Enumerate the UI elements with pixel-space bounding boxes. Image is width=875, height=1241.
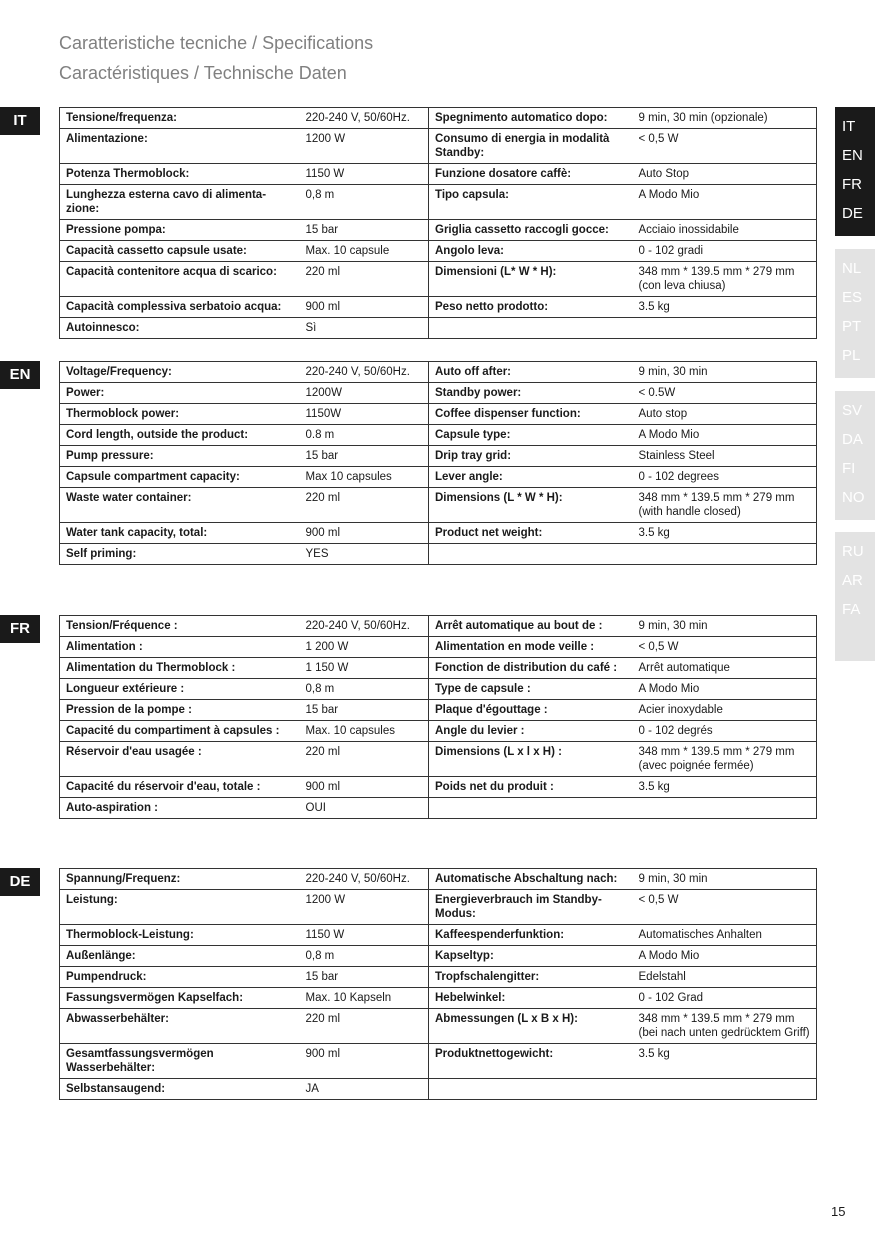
spec-label: Peso netto prodotto: [429, 297, 633, 318]
spec-value: 3.5 kg [633, 777, 817, 798]
spec-label: Pression de la pompe : [60, 700, 300, 721]
lang-tag-it: IT [0, 107, 40, 135]
table-row [60, 241, 817, 262]
lang-tag-de: DE [0, 868, 40, 896]
spec-label: Capacità cassetto capsule usate: [60, 241, 300, 262]
spec-table-en [59, 361, 817, 565]
spec-label: Pump pressure: [60, 446, 300, 467]
side-nav-item-da[interactable]: DA [842, 431, 863, 448]
spec-label: Alimentation en mode veille : [429, 637, 633, 658]
side-nav-item-es[interactable]: ES [842, 289, 863, 306]
spec-label: Longueur extérieure : [60, 679, 300, 700]
table-row [60, 946, 817, 967]
spec-value: 1150 W [300, 925, 429, 946]
lang-tag-fr: FR [0, 615, 40, 643]
spec-value: 9 min, 30 min [633, 362, 817, 383]
spec-label: Tensione/frequenza: [60, 108, 300, 129]
table-row [60, 523, 817, 544]
spec-label: Standby power: [429, 383, 633, 404]
spec-value: 0 - 102 gradi [633, 241, 817, 262]
spec-value: Automatisches Anhalten [633, 925, 817, 946]
spec-label: Spegnimento automatico dopo: [429, 108, 633, 129]
spec-value: Auto stop [633, 404, 817, 425]
spec-value: 0 - 102 Grad [633, 988, 817, 1009]
spec-label: Capacité du réservoir d'eau, totale : [60, 777, 300, 798]
spec-value: Max. 10 capsule [300, 241, 429, 262]
spec-label: Fonction de distribution du café : [429, 658, 633, 679]
spec-label: Poids net du produit : [429, 777, 633, 798]
spec-value: A Modo Mio [633, 425, 817, 446]
spec-label: Gesamtfassungsvermögen Wasserbehälter: [60, 1044, 300, 1079]
spec-label: Potenza Thermoblock: [60, 164, 300, 185]
spec-label: Produktnettogewicht: [429, 1044, 633, 1079]
spec-label: Automatische Abschaltung nach: [429, 869, 633, 890]
spec-label: Dimensions (L * W * H): [429, 488, 633, 523]
spec-label: Leistung: [60, 890, 300, 925]
table-row [60, 262, 817, 297]
side-nav-item-ar[interactable]: AR [842, 572, 863, 589]
table-row [60, 890, 817, 925]
spec-label: Pumpendruck: [60, 967, 300, 988]
table-row [60, 679, 817, 700]
spec-label: Power: [60, 383, 300, 404]
table-row [60, 658, 817, 679]
spec-value: 9 min, 30 min [633, 869, 817, 890]
side-nav-item-fi[interactable]: FI [842, 460, 856, 477]
spec-label [429, 318, 633, 339]
spec-value [633, 544, 817, 565]
spec-label: Drip tray grid: [429, 446, 633, 467]
spec-table-it [59, 107, 817, 339]
spec-value: 348 mm * 139.5 mm * 279 mm (with handle closed) [633, 488, 817, 523]
spec-table-fr [59, 615, 817, 819]
table-row [60, 742, 817, 777]
table-row [60, 164, 817, 185]
spec-label: Arrêt automatique au bout de : [429, 616, 633, 637]
spec-value: Acciaio inossidabile [633, 220, 817, 241]
table-row [60, 637, 817, 658]
spec-value [633, 1079, 817, 1100]
spec-value: 15 bar [300, 446, 429, 467]
spec-value: 348 mm * 139.5 mm * 279 mm (con leva chiusa) [633, 262, 817, 297]
table-row [60, 967, 817, 988]
spec-value: 3.5 kg [633, 1044, 817, 1079]
spec-label: Capacité du compartiment à capsules : [60, 721, 300, 742]
spec-label: Angle du levier : [429, 721, 633, 742]
spec-value: 1200 W [300, 129, 429, 164]
spec-label: Lunghezza esterna cavo di alimenta-zione: [60, 185, 300, 220]
spec-value: Auto Stop [633, 164, 817, 185]
side-nav-group-1 [835, 107, 875, 236]
spec-label: Alimentation du Thermoblock : [60, 658, 300, 679]
spec-label: Abwasserbehälter: [60, 1009, 300, 1044]
spec-value: 900 ml [300, 1044, 429, 1079]
spec-label: Capsule type: [429, 425, 633, 446]
side-nav-item-no[interactable]: NO [842, 489, 865, 506]
side-nav-group-3 [835, 391, 875, 520]
table-row [60, 362, 817, 383]
spec-label: Cord length, outside the product: [60, 425, 300, 446]
spec-label: Water tank capacity, total: [60, 523, 300, 544]
spec-value: 15 bar [300, 700, 429, 721]
spec-label: Plaque d'égouttage : [429, 700, 633, 721]
side-nav-item-nl[interactable]: NL [842, 260, 862, 277]
table-row [60, 467, 817, 488]
side-nav-item-pl[interactable]: PL [842, 347, 861, 364]
spec-value: 900 ml [300, 777, 429, 798]
lang-tag-en: EN [0, 361, 40, 389]
spec-value [633, 318, 817, 339]
spec-value: 1200W [300, 383, 429, 404]
spec-value: 1150 W [300, 164, 429, 185]
side-nav-group-4 [835, 532, 875, 661]
table-row [60, 616, 817, 637]
table-row [60, 988, 817, 1009]
spec-label: Fassungsvermögen Kapselfach: [60, 988, 300, 1009]
table-row [60, 721, 817, 742]
spec-value: Max. 10 capsules [300, 721, 429, 742]
spec-label: Hebelwinkel: [429, 988, 633, 1009]
spec-value: 220-240 V, 50/60Hz. [300, 869, 429, 890]
spec-label: Coffee dispenser function: [429, 404, 633, 425]
table-row [60, 446, 817, 467]
spec-table-de [59, 868, 817, 1100]
spec-label: Type de capsule : [429, 679, 633, 700]
spec-label: Alimentation : [60, 637, 300, 658]
spec-label: Alimentazione: [60, 129, 300, 164]
table-row [60, 488, 817, 523]
spec-label: Capsule compartment capacity: [60, 467, 300, 488]
spec-value: 0 - 102 degrés [633, 721, 817, 742]
spec-label: Selbstansaugend: [60, 1079, 300, 1100]
spec-value: Sì [300, 318, 429, 339]
spec-label: Auto-aspiration : [60, 798, 300, 819]
spec-value: 220-240 V, 50/60Hz. [300, 616, 429, 637]
side-nav-item-fr[interactable]: FR [842, 176, 862, 193]
spec-value: 0,8 m [300, 679, 429, 700]
spec-label: Außenlänge: [60, 946, 300, 967]
spec-value: 9 min, 30 min (opzionale) [633, 108, 817, 129]
table-row [60, 925, 817, 946]
spec-label: Capacità complessiva serbatoio acqua: [60, 297, 300, 318]
side-nav-item-en[interactable]: EN [842, 147, 863, 164]
spec-value: 15 bar [300, 220, 429, 241]
spec-label: Angolo leva: [429, 241, 633, 262]
spec-value: 220 ml [300, 488, 429, 523]
spec-label: Tropfschalengitter: [429, 967, 633, 988]
spec-value: A Modo Mio [633, 679, 817, 700]
table-row [60, 297, 817, 318]
spec-label: Abmessungen (L x B x H): [429, 1009, 633, 1044]
spec-value: Arrêt automatique [633, 658, 817, 679]
spec-value [633, 798, 817, 819]
spec-value: 1 200 W [300, 637, 429, 658]
table-row [60, 108, 817, 129]
spec-label: Réservoir d'eau usagée : [60, 742, 300, 777]
spec-value: 220-240 V, 50/60Hz. [300, 362, 429, 383]
spec-value: A Modo Mio [633, 185, 817, 220]
spec-label: Kaffeespenderfunktion: [429, 925, 633, 946]
spec-label: Autoinnesco: [60, 318, 300, 339]
spec-value: 900 ml [300, 523, 429, 544]
spec-value: YES [300, 544, 429, 565]
spec-value: 9 min, 30 min [633, 616, 817, 637]
table-row [60, 1079, 817, 1100]
spec-label: Auto off after: [429, 362, 633, 383]
spec-label: Product net weight: [429, 523, 633, 544]
spec-label: Waste water container: [60, 488, 300, 523]
table-row [60, 869, 817, 890]
spec-value: A Modo Mio [633, 946, 817, 967]
side-nav-item-pt[interactable]: PT [842, 318, 862, 335]
spec-value: 220 ml [300, 262, 429, 297]
spec-label: Spannung/Frequenz: [60, 869, 300, 890]
spec-label [429, 544, 633, 565]
spec-label: Capacità contenitore acqua di scarico: [60, 262, 300, 297]
spec-value: Max. 10 Kapseln [300, 988, 429, 1009]
spec-label: Lever angle: [429, 467, 633, 488]
spec-label: Dimensioni (L* W * H): [429, 262, 633, 297]
side-nav-group-2 [835, 249, 875, 378]
spec-label: Tension/Fréquence : [60, 616, 300, 637]
spec-label: Consumo di energia in modalità Standby: [429, 129, 633, 164]
spec-value: JA [300, 1079, 429, 1100]
table-row [60, 383, 817, 404]
table-row [60, 318, 817, 339]
side-nav-item-it[interactable]: IT [842, 118, 856, 135]
spec-label: Pressione pompa: [60, 220, 300, 241]
spec-label [429, 1079, 633, 1100]
spec-label: Tipo capsula: [429, 185, 633, 220]
table-row [60, 129, 817, 164]
side-nav-item-fa[interactable]: FA [842, 601, 861, 618]
spec-value: 1150W [300, 404, 429, 425]
page-number: 15 [831, 1204, 846, 1219]
spec-value: < 0,5 W [633, 890, 817, 925]
table-row [60, 544, 817, 565]
spec-value: 0,8 m [300, 946, 429, 967]
spec-value: 900 ml [300, 297, 429, 318]
spec-value: 348 mm * 139.5 mm * 279 mm (avec poignée fermée) [633, 742, 817, 777]
spec-value: Acier inoxydable [633, 700, 817, 721]
table-row [60, 1009, 817, 1044]
spec-value: 220-240 V, 50/60Hz. [300, 108, 429, 129]
spec-value: Max 10 capsules [300, 467, 429, 488]
spec-label: Energieverbrauch im Standby-Modus: [429, 890, 633, 925]
side-nav-item-de[interactable]: DE [842, 205, 863, 222]
spec-value: 1 150 W [300, 658, 429, 679]
table-row [60, 185, 817, 220]
spec-value: 15 bar [300, 967, 429, 988]
table-row [60, 404, 817, 425]
table-row [60, 777, 817, 798]
side-nav-item-ru[interactable]: RU [842, 543, 864, 560]
side-nav-item-sv[interactable]: SV [842, 402, 863, 419]
spec-label: Thermoblock-Leistung: [60, 925, 300, 946]
table-row [60, 798, 817, 819]
spec-value: 3.5 kg [633, 523, 817, 544]
spec-label: Funzione dosatore caffè: [429, 164, 633, 185]
spec-value: 0,8 m [300, 185, 429, 220]
spec-label: Kapseltyp: [429, 946, 633, 967]
page-title: Caratteristiche tecniche / Specifications [59, 33, 374, 53]
spec-label: Voltage/Frequency: [60, 362, 300, 383]
page-subtitle: Caractéristiques / Technische Daten [59, 63, 347, 83]
spec-value: 0 - 102 degrees [633, 467, 817, 488]
spec-value: < 0.5W [633, 383, 817, 404]
table-row [60, 700, 817, 721]
spec-value: 348 mm * 139.5 mm * 279 mm (bei nach unten gedrücktem Griff) [633, 1009, 817, 1044]
spec-label: Dimensions (L x l x H) : [429, 742, 633, 777]
spec-label: Griglia cassetto raccogli gocce: [429, 220, 633, 241]
spec-value: Stainless Steel [633, 446, 817, 467]
table-row [60, 1044, 817, 1079]
table-row [60, 425, 817, 446]
spec-value: OUI [300, 798, 429, 819]
spec-value: 220 ml [300, 742, 429, 777]
spec-value: < 0,5 W [633, 129, 817, 164]
table-row [60, 220, 817, 241]
spec-label [429, 798, 633, 819]
spec-value: 220 ml [300, 1009, 429, 1044]
spec-value: 1200 W [300, 890, 429, 925]
spec-value: < 0,5 W [633, 637, 817, 658]
spec-value: Edelstahl [633, 967, 817, 988]
spec-label: Thermoblock power: [60, 404, 300, 425]
spec-label: Self priming: [60, 544, 300, 565]
spec-value: 3.5 kg [633, 297, 817, 318]
spec-value: 0.8 m [300, 425, 429, 446]
